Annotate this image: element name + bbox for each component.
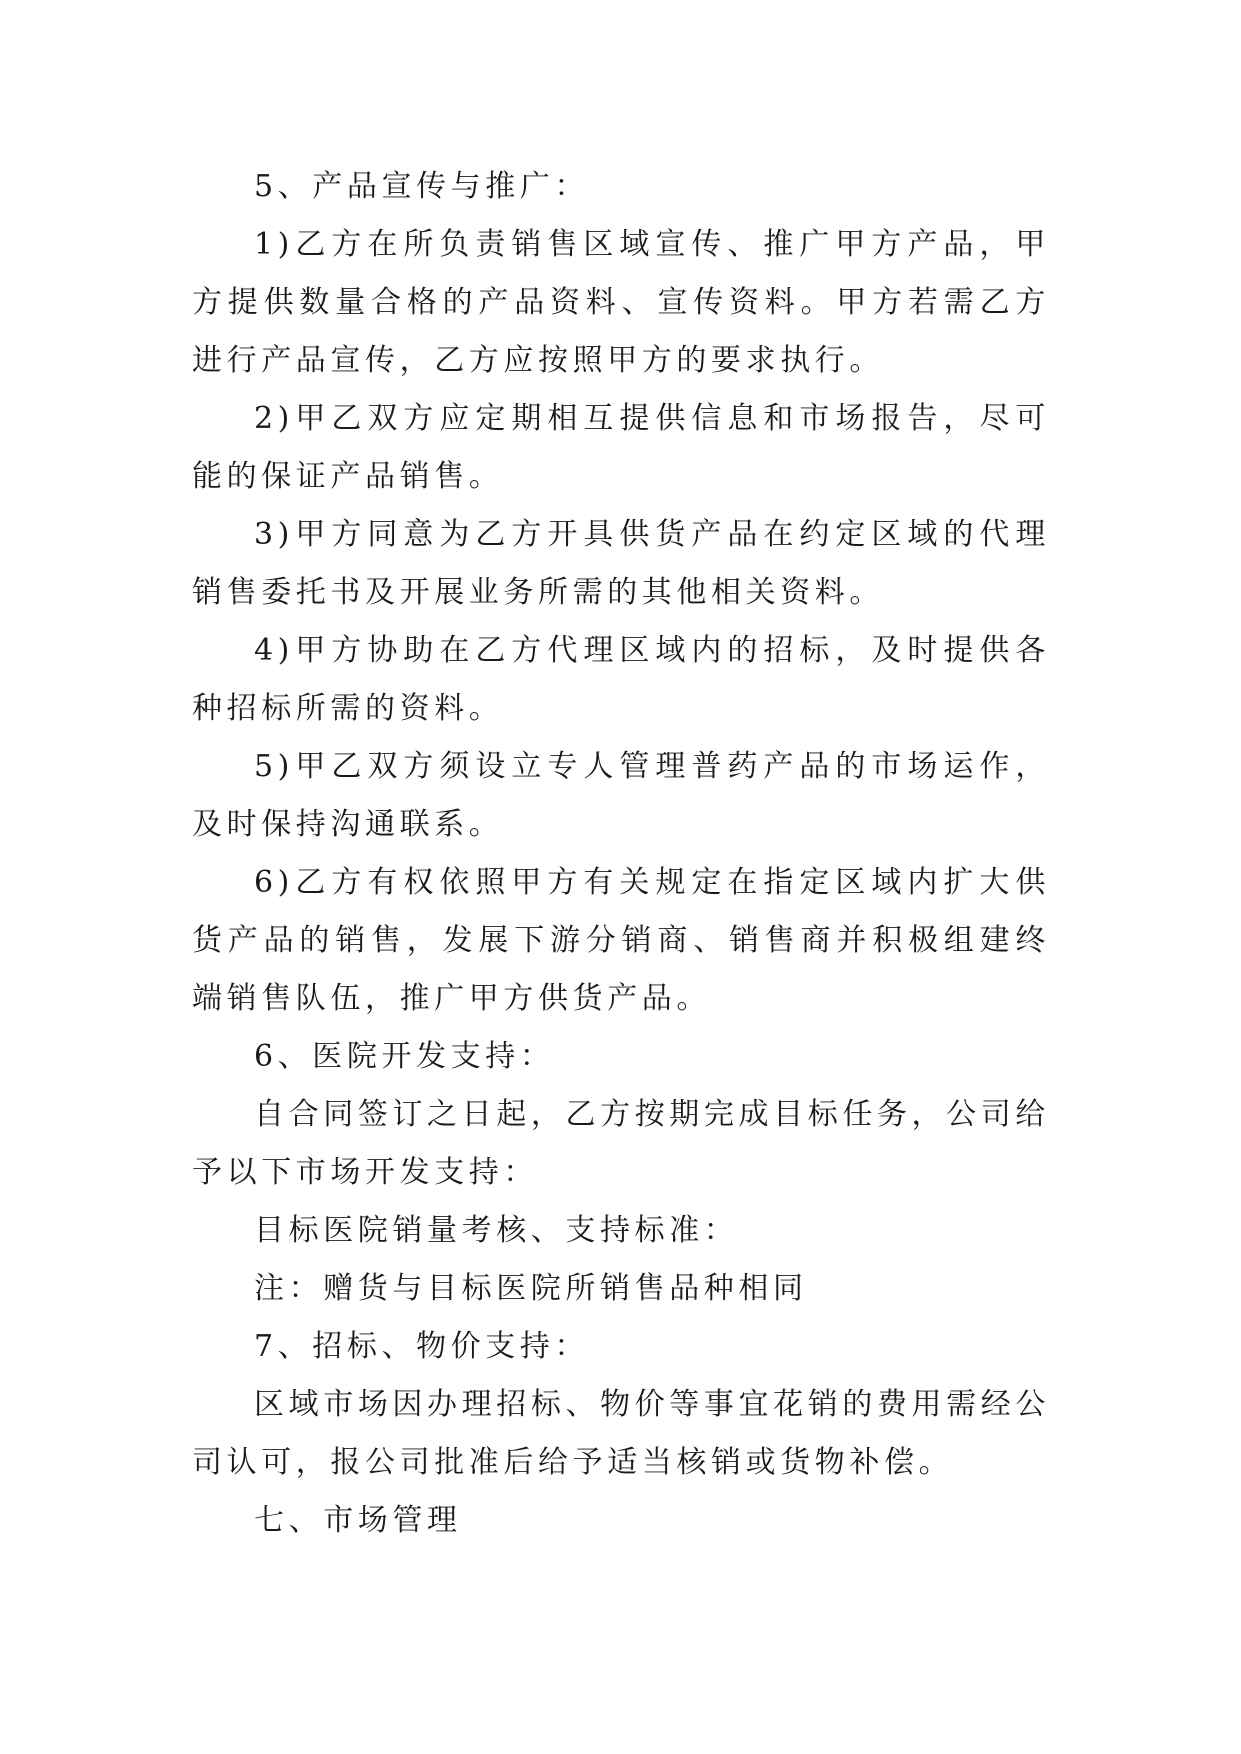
clause-3-authorization-letter: 3)甲方同意为乙方开具供货产品在约定区域的代理销售委托书及开展业务所需的其他相关资料。 bbox=[192, 517, 1050, 610]
bidding-price-text: 区域市场因办理招标、物价等事宜花销的费用需经公司认可，报公司批准后给予适当核销或货物补偿。 bbox=[192, 1387, 1050, 1480]
section-heading-bidding-price: 7、招标、物价支持： bbox=[254, 1329, 590, 1364]
hospital-support-text: 自合同签订之日起，乙方按期完成目标任务，公司给予以下市场开发支持： bbox=[192, 1097, 1050, 1190]
section-heading-market-management: 七、市场管理 bbox=[254, 1503, 462, 1538]
section-heading-hospital-support: 6、医院开发支持： bbox=[254, 1039, 555, 1074]
clause-4-bidding-assistance: 4)甲方协助在乙方代理区域内的招标，及时提供各种招标所需的资料。 bbox=[192, 633, 1050, 726]
clause-6-expand-sales: 6)乙方有权依照甲方有关规定在指定区域内扩大供货产品的销售，发展下游分销商、销售商并积极组建终端销售队伍，推广甲方供货产品。 bbox=[192, 865, 1050, 1016]
hospital-note: 注：赠货与目标医院所销售品种相同 bbox=[254, 1271, 808, 1306]
section-heading-product-promotion: 5、产品宣传与推广： bbox=[254, 169, 590, 204]
document-body bbox=[192, 158, 1050, 1550]
clause-5-dedicated-staff: 5)甲乙双方须设立专人管理普药产品的市场运作，及时保持沟通联系。 bbox=[192, 749, 1050, 842]
clause-1-promotion: 1)乙方在所负责销售区域宣传、推广甲方产品，甲方提供数量合格的产品资料、宣传资料。甲方若需乙方进行产品宣传，乙方应按照甲方的要求执行。 bbox=[192, 227, 1050, 378]
clause-2-information-exchange: 2)甲乙双方应定期相互提供信息和市场报告，尽可能的保证产品销售。 bbox=[192, 401, 1050, 494]
hospital-assessment-standard: 目标医院销量考核、支持标准： bbox=[254, 1213, 739, 1248]
